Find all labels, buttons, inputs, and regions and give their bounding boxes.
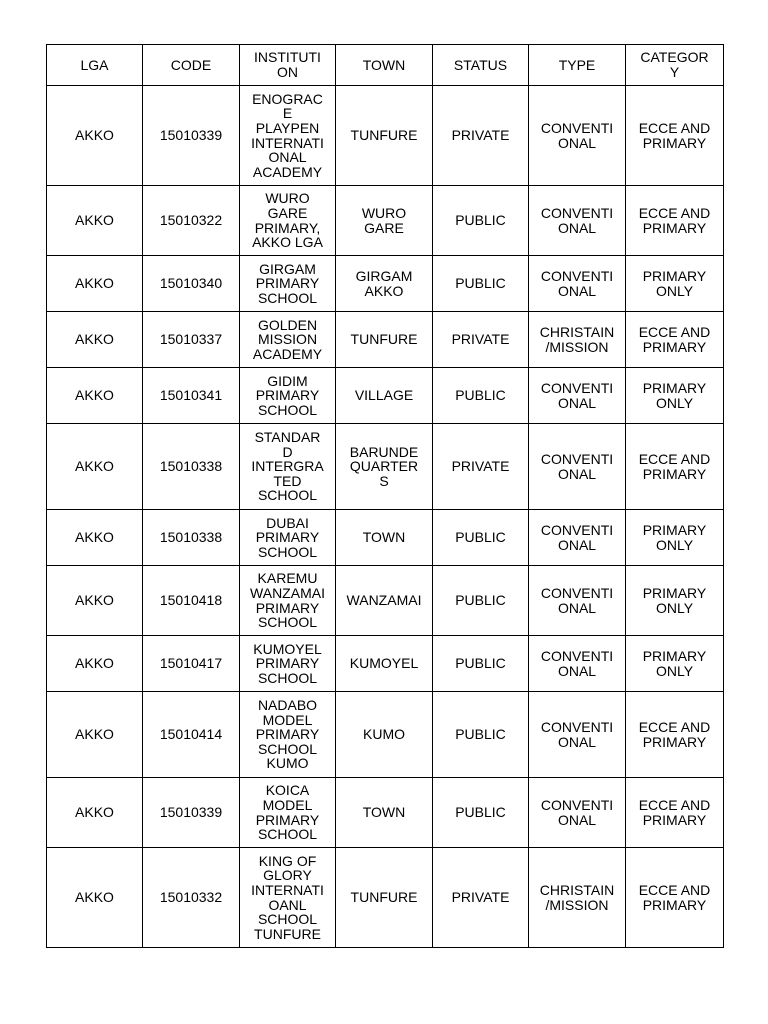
cell-lga	[47, 848, 143, 948]
table-row	[47, 692, 724, 778]
cell-lga-text: AKKO	[75, 212, 114, 229]
cell-institution	[240, 692, 336, 778]
cell-status-text: PRIVATE	[451, 127, 510, 144]
cell-lga	[47, 692, 143, 778]
cell-status	[433, 692, 529, 778]
cell-institution-text: WURO GARE PRIMARY, AKKO LGA	[252, 190, 323, 251]
document-page	[46, 44, 723, 948]
cell-institution-text: GOLDEN MISSION ACADEMY	[252, 316, 323, 362]
cell-type	[529, 86, 626, 186]
cell-category-text: PRIMARY ONLY	[642, 379, 707, 411]
cell-institution-text: NADABO MODEL PRIMARY SCHOOL KUMO	[255, 697, 320, 772]
table-row	[47, 510, 724, 566]
table-row	[47, 256, 724, 312]
cell-institution-text: ENOGRAC E PLAYPEN INTERNATI ONAL ACADEMY	[251, 90, 324, 180]
cell-category-text: ECCE AND PRIMARY	[638, 323, 711, 355]
cell-town-text: TUNFURE	[350, 331, 418, 348]
cell-type	[529, 692, 626, 778]
cell-town	[336, 692, 433, 778]
cell-town-text: WANZAMAI	[346, 592, 422, 609]
cell-town-text: WURO GARE	[361, 204, 407, 236]
cell-category	[626, 256, 724, 312]
cell-town-text: TUNFURE	[350, 889, 418, 906]
cell-status-text: PUBLIC	[455, 804, 506, 821]
cell-institution	[240, 368, 336, 424]
cell-institution	[240, 636, 336, 692]
cell-town-text: KUMOYEL	[349, 655, 419, 672]
cell-category-text: ECCE AND PRIMARY	[638, 204, 711, 236]
cell-lga-text: AKKO	[75, 387, 114, 404]
cell-category	[626, 848, 724, 948]
cell-status-text: PRIVATE	[451, 458, 510, 475]
cell-code-text: 15010322	[159, 212, 223, 229]
cell-type	[529, 566, 626, 636]
cell-type-text: CHRISTAIN /MISSION	[539, 323, 615, 355]
cell-type-text: CONVENTI ONAL	[540, 119, 614, 151]
cell-type	[529, 778, 626, 848]
cell-code	[143, 692, 240, 778]
cell-institution	[240, 424, 336, 510]
cell-code	[143, 312, 240, 368]
cell-institution	[240, 848, 336, 948]
cell-status-text: PUBLIC	[455, 655, 506, 672]
cell-lga	[47, 86, 143, 186]
cell-lga-text: AKKO	[75, 331, 114, 348]
table-row	[47, 312, 724, 368]
cell-lga-text: AKKO	[75, 889, 114, 906]
table-row	[47, 86, 724, 186]
cell-type-text: CONVENTI ONAL	[540, 379, 614, 411]
cell-code-text: 15010339	[159, 804, 223, 821]
cell-institution	[240, 510, 336, 566]
cell-town	[336, 566, 433, 636]
cell-type-text: CONVENTI ONAL	[540, 796, 614, 828]
cell-code	[143, 256, 240, 312]
cell-type	[529, 510, 626, 566]
cell-town	[336, 510, 433, 566]
cell-code	[143, 778, 240, 848]
cell-type-text: CONVENTI ONAL	[540, 647, 614, 679]
cell-category-text: PRIMARY ONLY	[642, 647, 707, 679]
cell-status	[433, 256, 529, 312]
cell-lga	[47, 312, 143, 368]
cell-town	[336, 256, 433, 312]
cell-town	[336, 86, 433, 186]
cell-category	[626, 368, 724, 424]
cell-type	[529, 424, 626, 510]
cell-type	[529, 256, 626, 312]
table-row	[47, 424, 724, 510]
cell-code-text: 15010341	[159, 387, 223, 404]
cell-status	[433, 636, 529, 692]
cell-category	[626, 566, 724, 636]
cell-category-text: PRIMARY ONLY	[642, 584, 707, 616]
cell-lga	[47, 566, 143, 636]
cell-code	[143, 566, 240, 636]
cell-town	[336, 312, 433, 368]
cell-status	[433, 368, 529, 424]
cell-status-text: PUBLIC	[455, 387, 506, 404]
cell-code-text: 15010414	[159, 726, 223, 743]
cell-type-text: CONVENTI ONAL	[540, 204, 614, 236]
cell-code	[143, 636, 240, 692]
table-row	[47, 566, 724, 636]
cell-type	[529, 848, 626, 948]
cell-status-text: PUBLIC	[455, 529, 506, 546]
cell-town-text: VILLAGE	[354, 387, 414, 404]
cell-lga-text: AKKO	[75, 726, 114, 743]
cell-status	[433, 424, 529, 510]
column-header-town: TOWN	[336, 45, 433, 86]
cell-code	[143, 848, 240, 948]
cell-category-text: ECCE AND PRIMARY	[638, 119, 711, 151]
cell-type-text: CONVENTI ONAL	[540, 450, 614, 482]
table-row	[47, 186, 724, 256]
cell-lga-text: AKKO	[75, 127, 114, 144]
cell-institution-text: KUMOYEL PRIMARY SCHOOL	[253, 640, 322, 686]
table-row	[47, 368, 724, 424]
cell-code	[143, 510, 240, 566]
cell-category	[626, 778, 724, 848]
table-header-row	[47, 45, 724, 86]
cell-code-text: 15010339	[159, 127, 223, 144]
cell-institution	[240, 86, 336, 186]
cell-institution-text: KAREMU WANZAMAI PRIMARY SCHOOL	[250, 570, 325, 631]
cell-code	[143, 186, 240, 256]
cell-status-text: PUBLIC	[455, 726, 506, 743]
cell-code-text: 15010338	[159, 458, 223, 475]
cell-town-text: TOWN	[362, 804, 406, 821]
cell-institution	[240, 566, 336, 636]
column-header-type: TYPE	[529, 45, 626, 86]
cell-lga	[47, 368, 143, 424]
cell-type-text: CONVENTI ONAL	[540, 584, 614, 616]
cell-status-text: PRIVATE	[451, 331, 510, 348]
column-header-code: CODE	[143, 45, 240, 86]
cell-lga	[47, 186, 143, 256]
column-header-status: STATUS	[433, 45, 529, 86]
cell-institution	[240, 186, 336, 256]
cell-category-text: ECCE AND PRIMARY	[638, 450, 711, 482]
cell-type-text: CHRISTAIN /MISSION	[539, 881, 615, 913]
cell-category-text: PRIMARY ONLY	[642, 267, 707, 299]
cell-town-text: TUNFURE	[350, 127, 418, 144]
cell-code-text: 15010332	[159, 889, 223, 906]
cell-town-text: KUMO	[363, 726, 405, 743]
table-row	[47, 636, 724, 692]
cell-status	[433, 510, 529, 566]
cell-type	[529, 186, 626, 256]
cell-town	[336, 368, 433, 424]
cell-category	[626, 424, 724, 510]
cell-status	[433, 312, 529, 368]
cell-category-text: ECCE AND PRIMARY	[638, 881, 711, 913]
cell-status	[433, 778, 529, 848]
cell-category-text: ECCE AND PRIMARY	[638, 796, 711, 828]
cell-lga-text: AKKO	[75, 592, 114, 609]
cell-code-text: 15010417	[159, 655, 223, 672]
cell-code	[143, 368, 240, 424]
schools-table	[46, 44, 724, 948]
cell-code-text: 15010337	[159, 331, 223, 348]
cell-institution-text: GIDIM PRIMARY SCHOOL	[255, 372, 320, 418]
column-header-category: CATEGOR Y	[626, 45, 724, 86]
cell-status	[433, 848, 529, 948]
cell-category-text: ECCE AND PRIMARY	[638, 718, 711, 750]
column-header-lga: LGA	[47, 45, 143, 86]
cell-status-text: PRIVATE	[451, 889, 510, 906]
cell-institution-text: KOICA MODEL PRIMARY SCHOOL	[255, 782, 320, 843]
cell-status-text: PUBLIC	[455, 275, 506, 292]
cell-institution	[240, 778, 336, 848]
cell-institution-text: GIRGAM PRIMARY SCHOOL	[255, 260, 320, 306]
cell-category	[626, 692, 724, 778]
cell-code	[143, 424, 240, 510]
cell-type	[529, 636, 626, 692]
cell-type-text: CONVENTI ONAL	[540, 718, 614, 750]
cell-lga-text: AKKO	[75, 529, 114, 546]
cell-status	[433, 566, 529, 636]
cell-institution-text: DUBAI PRIMARY SCHOOL	[255, 514, 320, 560]
cell-type	[529, 312, 626, 368]
cell-code-text: 15010340	[159, 275, 223, 292]
cell-code	[143, 86, 240, 186]
column-header-institution: INSTITUTI ON	[240, 45, 336, 86]
table-row	[47, 778, 724, 848]
cell-category-text: PRIMARY ONLY	[642, 521, 707, 553]
cell-code-text: 15010338	[159, 529, 223, 546]
cell-town	[336, 636, 433, 692]
cell-type	[529, 368, 626, 424]
cell-status	[433, 186, 529, 256]
cell-category	[626, 312, 724, 368]
cell-type-text: CONVENTI ONAL	[540, 521, 614, 553]
cell-lga	[47, 256, 143, 312]
cell-institution	[240, 256, 336, 312]
cell-status	[433, 86, 529, 186]
cell-status-text: PUBLIC	[455, 592, 506, 609]
cell-code-text: 15010418	[159, 592, 223, 609]
cell-town	[336, 186, 433, 256]
cell-institution-text: KING OF GLORY INTERNATI OANL SCHOOL TUNFURE	[251, 852, 324, 942]
cell-town-text: TOWN	[362, 529, 406, 546]
table-row	[47, 848, 724, 948]
cell-lga-text: AKKO	[75, 804, 114, 821]
cell-category	[626, 86, 724, 186]
cell-lga-text: AKKO	[75, 275, 114, 292]
cell-category	[626, 636, 724, 692]
cell-lga	[47, 778, 143, 848]
cell-type-text: CONVENTI ONAL	[540, 267, 614, 299]
cell-town	[336, 848, 433, 948]
cell-lga-text: AKKO	[75, 655, 114, 672]
cell-lga	[47, 636, 143, 692]
cell-town	[336, 778, 433, 848]
cell-status-text: PUBLIC	[455, 212, 506, 229]
cell-institution	[240, 312, 336, 368]
cell-lga	[47, 510, 143, 566]
cell-town-text: BARUNDE QUARTER S	[349, 443, 419, 489]
cell-lga	[47, 424, 143, 510]
cell-town	[336, 424, 433, 510]
cell-town-text: GIRGAM AKKO	[355, 267, 413, 299]
cell-category	[626, 186, 724, 256]
cell-lga-text: AKKO	[75, 458, 114, 475]
cell-institution-text: STANDAR D INTERGRA TED SCHOOL	[251, 429, 324, 504]
cell-category	[626, 510, 724, 566]
